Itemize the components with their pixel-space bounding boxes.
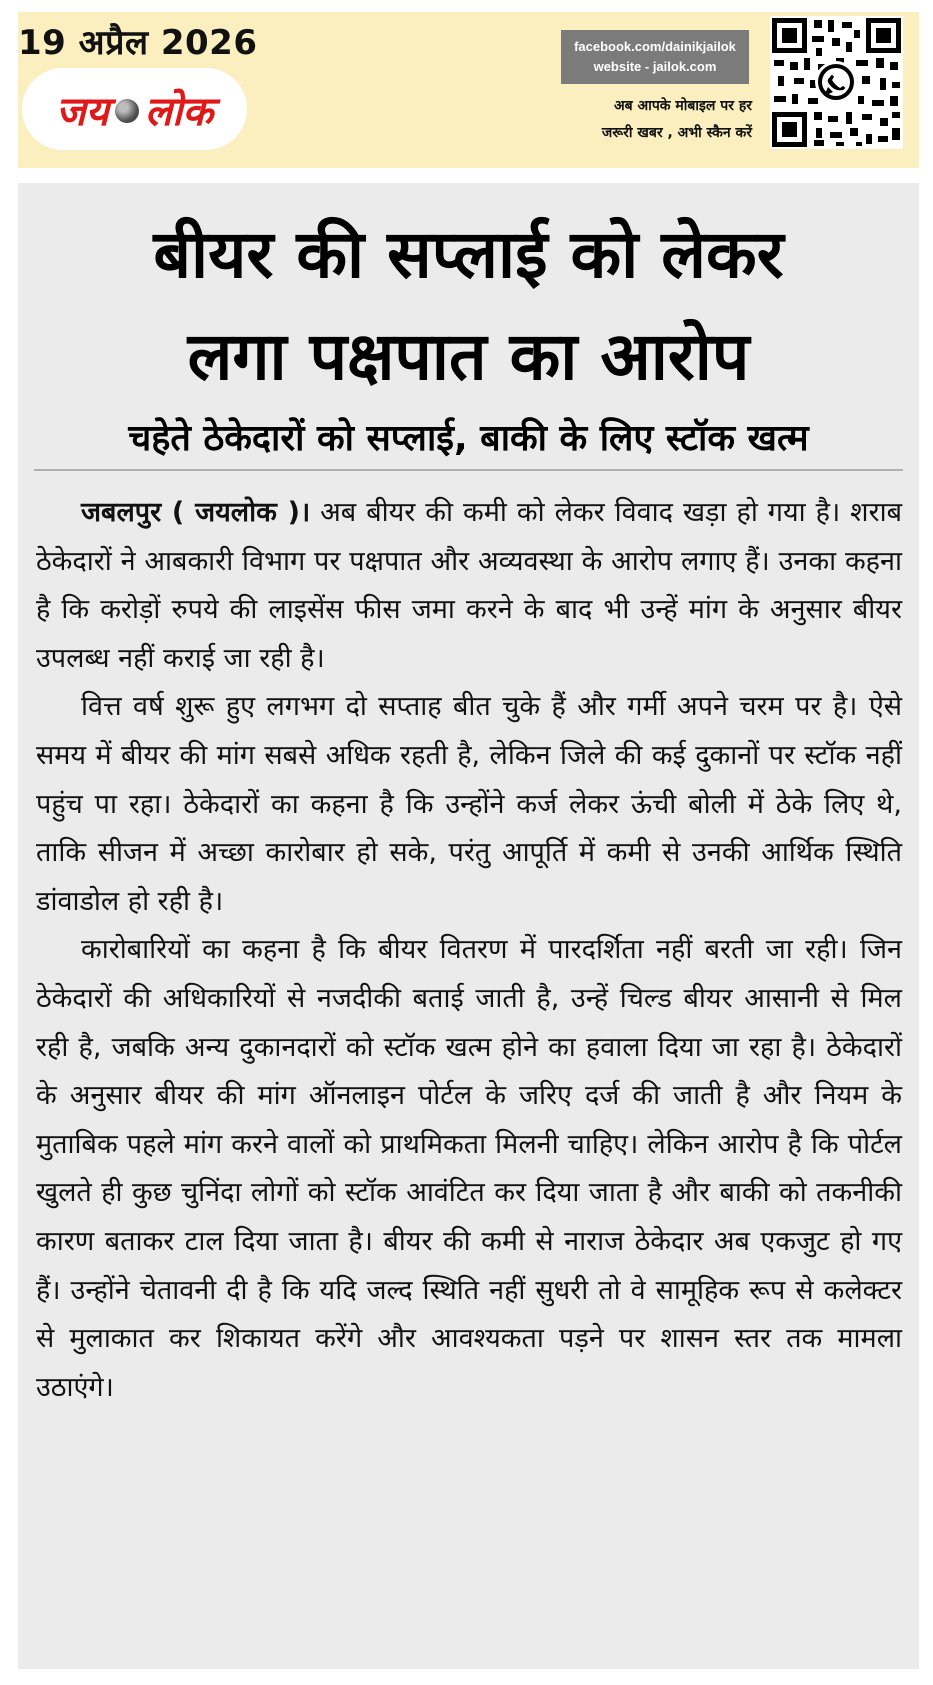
- logo-text-right: लोक: [144, 88, 214, 135]
- scan-prompt: [560, 93, 752, 147]
- headline: [18, 204, 919, 408]
- article-body: [36, 489, 902, 1412]
- scan-line-1: अब आपके मोबाइल पर हर: [613, 98, 752, 114]
- globe-icon: [115, 99, 139, 123]
- qr-code-icon[interactable]: [770, 16, 903, 149]
- facebook-link[interactable]: facebook.com/dainikjailok: [574, 39, 736, 54]
- website-link[interactable]: website - jailok.com: [593, 59, 717, 74]
- paragraph-text: अब बीयर की कमी को लेकर विवाद खड़ा हो गया है। शराब ठेकेदारों ने आबकारी विभाग पर पक्षपात और अव्यवस्था के आरोप लगाए हैं। उनका कहना है कि करोड़ों रुपये की लाइसेंस फीस जमा करने के बाद भी उन्हें मांग के अनुसार बीयर उपलब्ध नहीं कराई जा रही है।: [36, 497, 902, 674]
- paragraph: [36, 489, 902, 683]
- logo-wordmark: [22, 68, 247, 150]
- headline-line-2: लगा पक्षपात का आरोप: [187, 318, 750, 395]
- dateline: जबलपुर ( जयलोक )।: [81, 497, 311, 528]
- issue-date: 19 अप्रैल 2026: [18, 23, 258, 63]
- qr-code-graphic: [770, 16, 903, 149]
- paragraph: वित्त वर्ष शुरू हुए लगभग दो सप्ताह बीत चुके हैं और गर्मी अपने चरम पर है। ऐसे समय में बीयर की मांग सबसे अधिक रहती है, लेकिन जिले की कई दुकानों पर स्टॉक नहीं पहुंच पा रहा। ठेकेदारों का कहना है कि उन्होंने कर्ज लेकर ऊंची बोली में ठेके लिए थे, ताकि सीजन में अच्छा कारोबार हो सके, परंतु आपूर्ति में कमी से उनकी आर्थिक स्थिति डांवाडोल हो रही है।: [36, 691, 902, 917]
- news-article: [18, 183, 919, 1669]
- social-box: [561, 30, 749, 84]
- logo-text-left: जय: [55, 88, 109, 135]
- paragraph: कारोबारियों का कहना है कि बीयर वितरण में पारदर्शिता नहीं बरती जा रही। जिन ठेकेदारों की अधिकारियों से नजदीकी बताई जाती है, उन्हें चिल्ड बीयर आसानी से मिल रही है, जबकि अन्य दुकानदारों को स्टॉक खत्म होने का हवाला दिया जा रहा है। ठेकेदारों के अनुसार बीयर की मांग ऑनलाइन पोर्टल के जरिए दर्ज की जाती है और नियम के मुताबिक पहले मांग करने वालों को प्राथमिकता मिलनी चाहिए। लेकिन आरोप है कि पोर्टल खुलते ही कुछ चुनिंदा लोगों को स्टॉक आवंटित कर दिया जाता है और बाकी को तकनीकी कारण बताकर टाल दिया जाता है। बीयर की कमी से नाराज ठेकेदार अब एकजुट हो गए हैं। उन्होंने चेतावनी दी है कि यदि जल्द स्थिति नहीं सुधरी तो वे सामूहिक रूप से कलेक्टर से मुलाकात कर शिकायत करेंगे और आवश्यकता पड़ने पर शासन स्तर तक मामला उठाएंगे।: [36, 934, 902, 1403]
- logo: [22, 68, 247, 150]
- subheadline: चहेते ठेकेदारों को सप्लाई, बाकी के लिए स्टॉक खत्म: [128, 418, 809, 459]
- scan-line-2: जरूरी खबर , अभी स्कैन करें: [601, 125, 752, 141]
- headline-line-1: बीयर की सप्लाई को लेकर: [153, 216, 784, 293]
- divider: [34, 469, 903, 471]
